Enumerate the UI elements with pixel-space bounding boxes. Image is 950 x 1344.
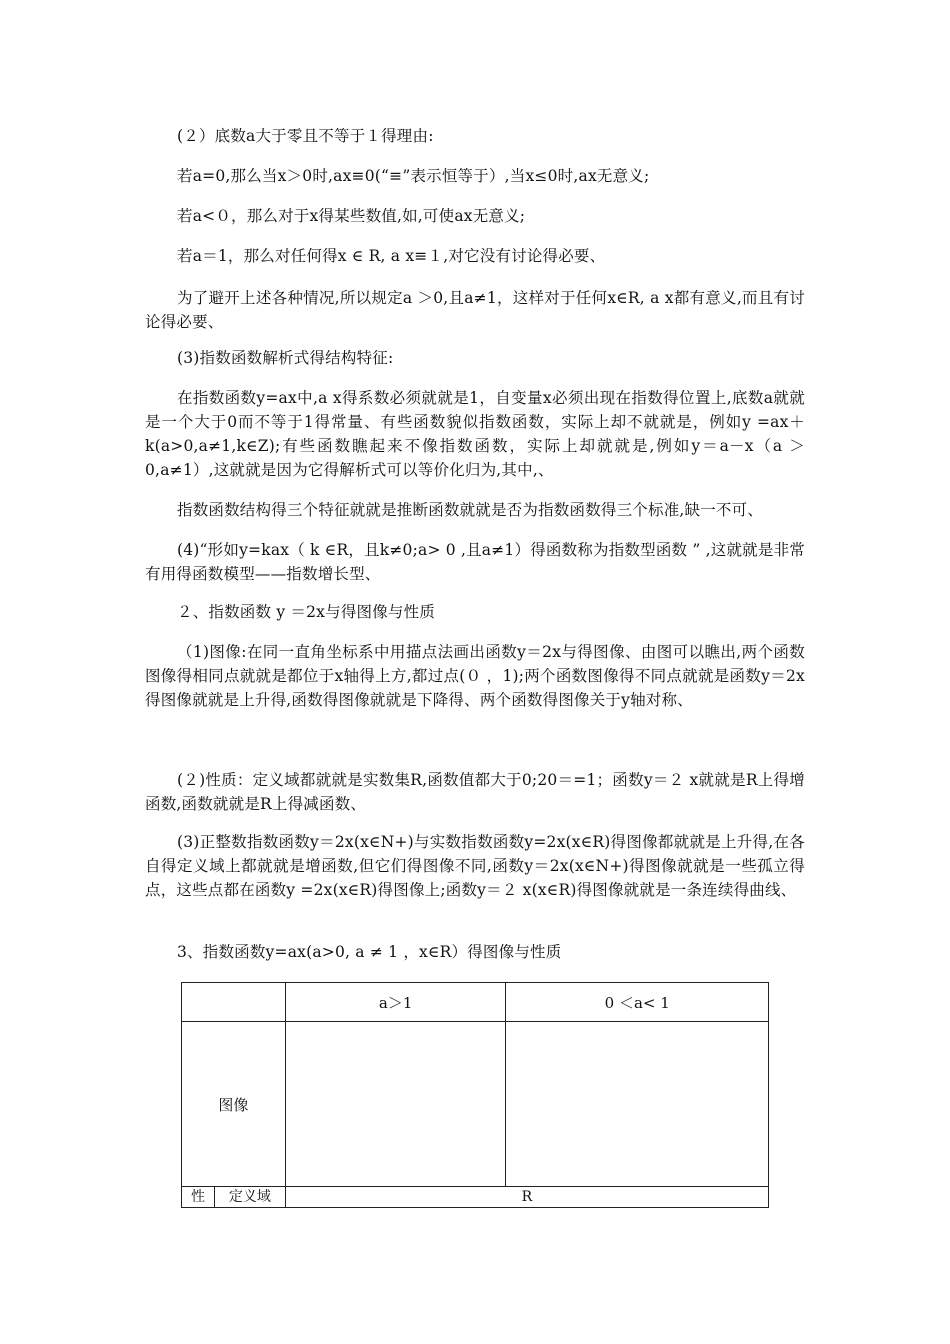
property-group-label: 性: [182, 1187, 215, 1208]
paragraph-three-features: 指数函数结构得三个特征就就是推断函数就就是否为指数函数得三个标准,缺一不可、: [177, 501, 764, 519]
table-image-row: [182, 1022, 769, 1187]
domain-value: R: [285, 1187, 768, 1208]
paragraph-structure-heading: (3)指数函数解析式得结构特征:: [177, 349, 394, 367]
paragraph-graph-description: （1)图像:在同一直角坐标系中用描点法画出函数y＝2x与得图像、由图可以瞧出,两个函数图像得相同点就就是都位于x轴得上方,都过点(０ ，1);两个函数图像得不同点就就是函数y＝2x得图像就就是上升得,函数得图像就就是下降得、两个函数得图像关于y轴对称、: [145, 643, 805, 709]
header-a-between-0-and-1: 0 ＜a< 1: [506, 983, 769, 1022]
paragraph-properties: (２)性质：定义域都就就是实数集R,函数值都大于0;20＝=1；函数y＝２ x就就是R上得增函数,函数就就是R上得减函数、: [145, 771, 805, 813]
properties-table: [181, 982, 769, 1208]
paragraph-integer-vs-real: (3)正整数指数函数y＝2x(x∈N+)与实数指数函数y=2x(x∈R)得图像都就就是上升得,在各自得定义域上都就就是增函数,但它们得图像不同,函数y＝2x(x∈N+)得图像就就是一些孤立得点，这些点都在函数y =2x(x∈R)得图像上;函数y＝２ x(x∈R)得图像就就是一条连续得曲线、: [145, 833, 805, 899]
paragraph-case-a-zero: 若a=0,那么当x＞0时,ax≡0(“≡”表示恒等于）,当x≤0时,ax无意义;: [177, 167, 650, 185]
table-corner-cell: [182, 983, 286, 1022]
graph-cell-a-between-0-and-1: [506, 1022, 769, 1187]
graph-cell-a-greater-than-1: [285, 1022, 506, 1187]
section-heading-2: ２、指数函数 y ＝2x与得图像与性质: [177, 603, 436, 621]
image-row-label: 图像: [182, 1022, 286, 1187]
domain-label: 定义域: [214, 1187, 285, 1208]
paragraph-exponential-type: (4)“形如y=kax（ k ∈R，且k≠0;a> 0 ,且a≠1）得函数称为指数型函数 ” ,这就就是非常有用得函数模型——指数增长型、: [145, 541, 805, 583]
paragraph-case-a-negative: 若a<０，那么对于x得某些数值,如,可使ax无意义;: [177, 207, 526, 225]
paragraph-rule-summary: 为了避开上述各种情况,所以规定a ＞0,且a≠1，这样对于任何x∈R, a x都有意义,而且有讨论得必要、: [145, 289, 805, 331]
paragraph-base-reason-heading: (２）底数a大于零且不等于１得理由:: [177, 127, 434, 145]
table-header-row: [182, 983, 769, 1022]
paragraph-structure-detail: 在指数函数y=ax中,a x得系数必须就就是1，自变量x必须出现在指数得位置上,底数a就就是一个大于0而不等于1得常量、有些函数貌似指数函数，实际上却不就就是，例如y =ax＋k(a>0,a≠1,k∈Z);有些函数瞧起来不像指数函数，实际上却就就是,例如y＝a－x（a ＞0,a≠1）,这就就是因为它得解析式可以等价化归为,其中,、: [145, 389, 805, 479]
table-domain-row: [182, 1187, 769, 1208]
section-heading-3: 3、指数函数y=ax(a>0, a ≠ 1 ，x∈R）得图像与性质: [177, 943, 562, 961]
paragraph-case-a-one: 若a＝1，那么对任何得x ∈ R, a x≡１,对它没有讨论得必要、: [177, 247, 606, 265]
header-a-greater-than-1: a＞1: [285, 983, 506, 1022]
